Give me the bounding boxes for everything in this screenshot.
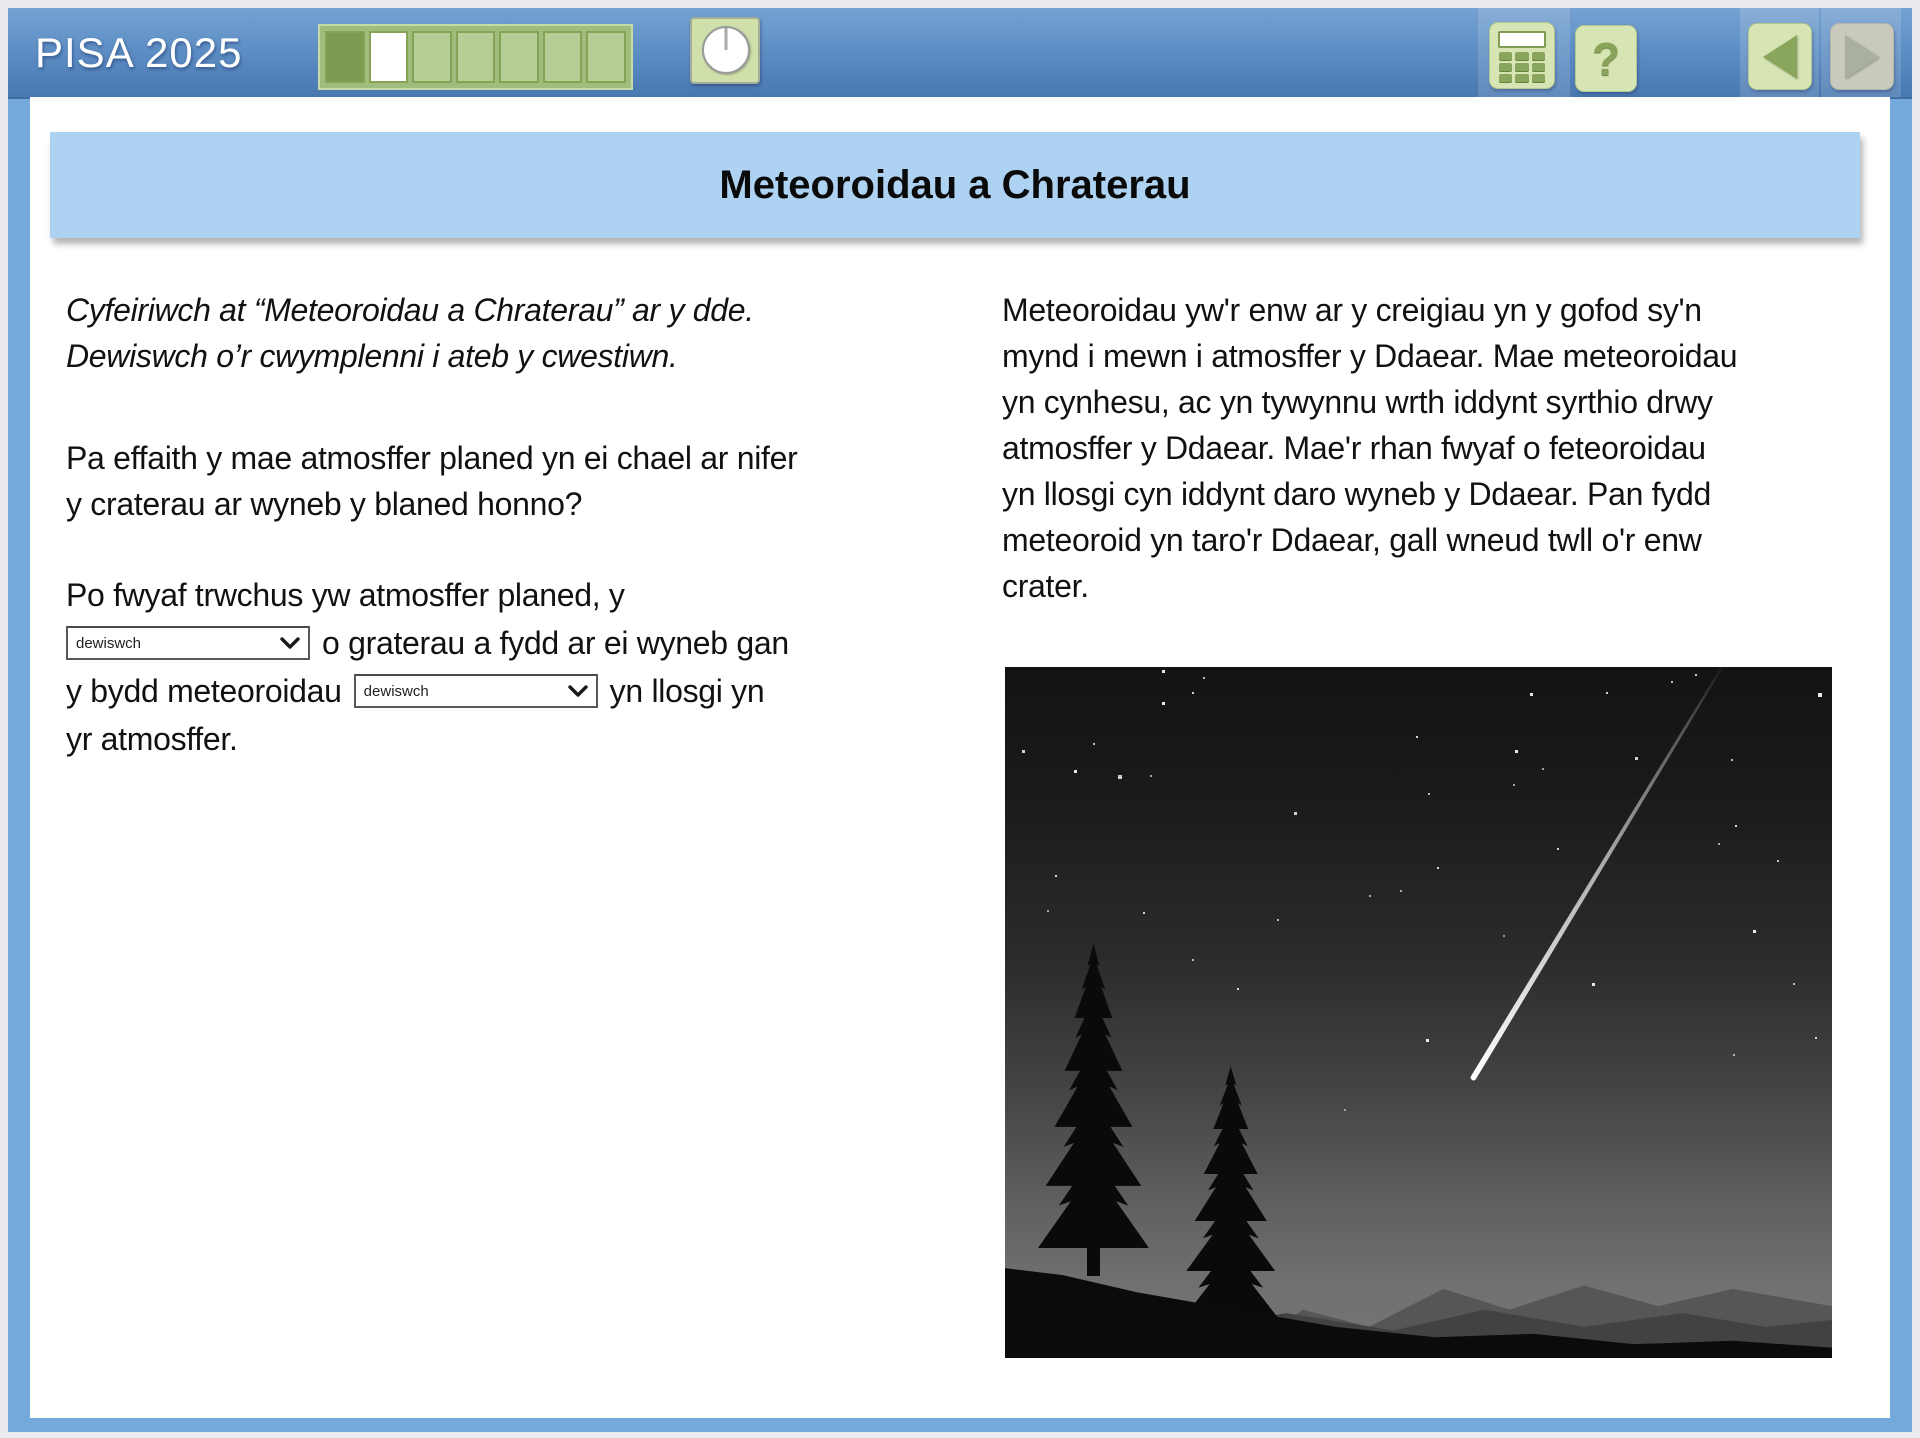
star [1143,912,1145,914]
cloze-line-4 [66,715,789,763]
star [1022,750,1025,753]
star [1426,1039,1429,1042]
star [1416,736,1418,738]
question-line: y craterau ar wyneb y blaned honno? [66,486,583,522]
star [1731,759,1733,761]
star [1818,693,1822,697]
star [1203,677,1205,679]
answer-dropdown-1[interactable] [66,626,310,660]
star [1237,988,1239,990]
progress-cell-upcoming [456,31,496,83]
star [1162,702,1165,705]
star [1635,757,1638,760]
unit-title: Meteoroidau a Chraterau [719,162,1191,207]
title-banner [50,132,1860,238]
instructions-text [66,287,754,379]
stimulus-line: atmosffer y Ddaear. Mae'r rhan fwyaf o feteoroidau [1002,430,1706,466]
star [1671,681,1673,683]
star [1793,983,1795,985]
cloze-line-2 [66,619,789,667]
star [1074,770,1077,773]
star [1055,875,1057,877]
star [1735,825,1737,827]
star [1150,775,1152,777]
cloze-text: y bydd meteoroidau [66,672,342,709]
chevron-down-icon [280,637,300,649]
back-arrow-icon [1763,35,1797,79]
star [1530,693,1533,696]
dropdown-value: dewiswch [363,682,429,700]
star [1093,743,1095,745]
star [1557,848,1559,850]
cloze-line-3 [66,667,789,715]
stimulus-line: yn llosgi cyn iddynt daro wyneb y Ddaear. Pan fydd [1002,476,1711,512]
star [1428,793,1430,795]
star [1753,930,1756,933]
instructions-line: Cyfeiriwch at “Meteoroidau a Chraterau” ar y dde. [66,292,754,328]
timer-clock-icon [702,26,750,74]
star [1815,1037,1817,1039]
timer-button[interactable] [690,17,760,84]
progress-cell-upcoming [543,31,583,83]
question-mark-icon: ? [1591,32,1621,85]
star [1162,670,1165,673]
stimulus-line: yn cynhesu, ac yn tywynnu wrth iddynt syrthio drwy [1002,384,1713,420]
help-button[interactable] [1575,25,1637,92]
star [1047,910,1049,912]
calculator-button[interactable] [1489,22,1555,89]
stimulus-line: Meteoroidau yw'r enw ar y creigiau yn y gofod sy'n [1002,292,1702,328]
back-button[interactable] [1748,23,1812,90]
header-bar [8,8,1912,99]
cloze-statement [66,571,789,763]
forward-arrow-icon [1845,35,1879,79]
meteor-streak [1470,667,1730,1082]
instructions-line: Dewiswch o’r cwymplenni i ateb y cwestiwn. [66,338,678,374]
star [1542,768,1544,770]
stimulus-line: mynd i mewn i atmosffer y Ddaear. Mae meteoroidau [1002,338,1738,374]
cloze-text: Po fwyaf trwchus yw atmosffer planed, y [66,576,625,613]
answer-dropdown-2[interactable] [354,674,598,708]
stimulus-line: crater. [1002,568,1089,604]
question-line: Pa effaith y mae atmosffer planed yn ei chael ar nifer [66,440,798,476]
question-text [66,435,798,527]
night-sky-image [1005,667,1832,1358]
app-title: PISA 2025 [35,28,243,76]
content-area [30,97,1890,1418]
progress-cell-completed [325,31,365,83]
star [1513,784,1515,786]
star [1515,750,1518,753]
star [1369,895,1371,897]
progress-cell-upcoming [499,31,539,83]
stimulus-text [1002,287,1737,609]
calculator-icon [1490,31,1554,82]
cloze-text: yn llosgi yn [609,672,765,709]
star [1606,692,1608,694]
star [1718,843,1720,845]
star [1695,674,1697,676]
cloze-text: o graterau a fydd ar ei wyneb gan [322,624,789,661]
star [1344,1109,1346,1111]
star [1437,867,1439,869]
progress-bar [318,24,633,90]
stimulus-line: meteoroid yn taro'r Ddaear, gall wneud twll o'r enw [1002,522,1702,558]
forward-button[interactable] [1830,23,1894,90]
star [1294,812,1297,815]
star [1503,935,1505,937]
progress-cell-upcoming [586,31,626,83]
star [1192,692,1194,694]
star [1277,919,1279,921]
star [1192,959,1194,961]
chevron-down-icon [568,685,588,697]
cloze-line-1 [66,571,789,619]
progress-cell-upcoming [412,31,452,83]
star [1118,775,1122,779]
pine-tree-silhouette [1150,1066,1312,1329]
cloze-text: yr atmosffer. [66,720,238,757]
star [1733,1054,1735,1056]
dropdown-value: dewiswch [76,634,142,652]
star [1400,890,1402,892]
star [1777,860,1779,862]
star [1592,983,1595,986]
progress-cell-current [369,31,409,83]
